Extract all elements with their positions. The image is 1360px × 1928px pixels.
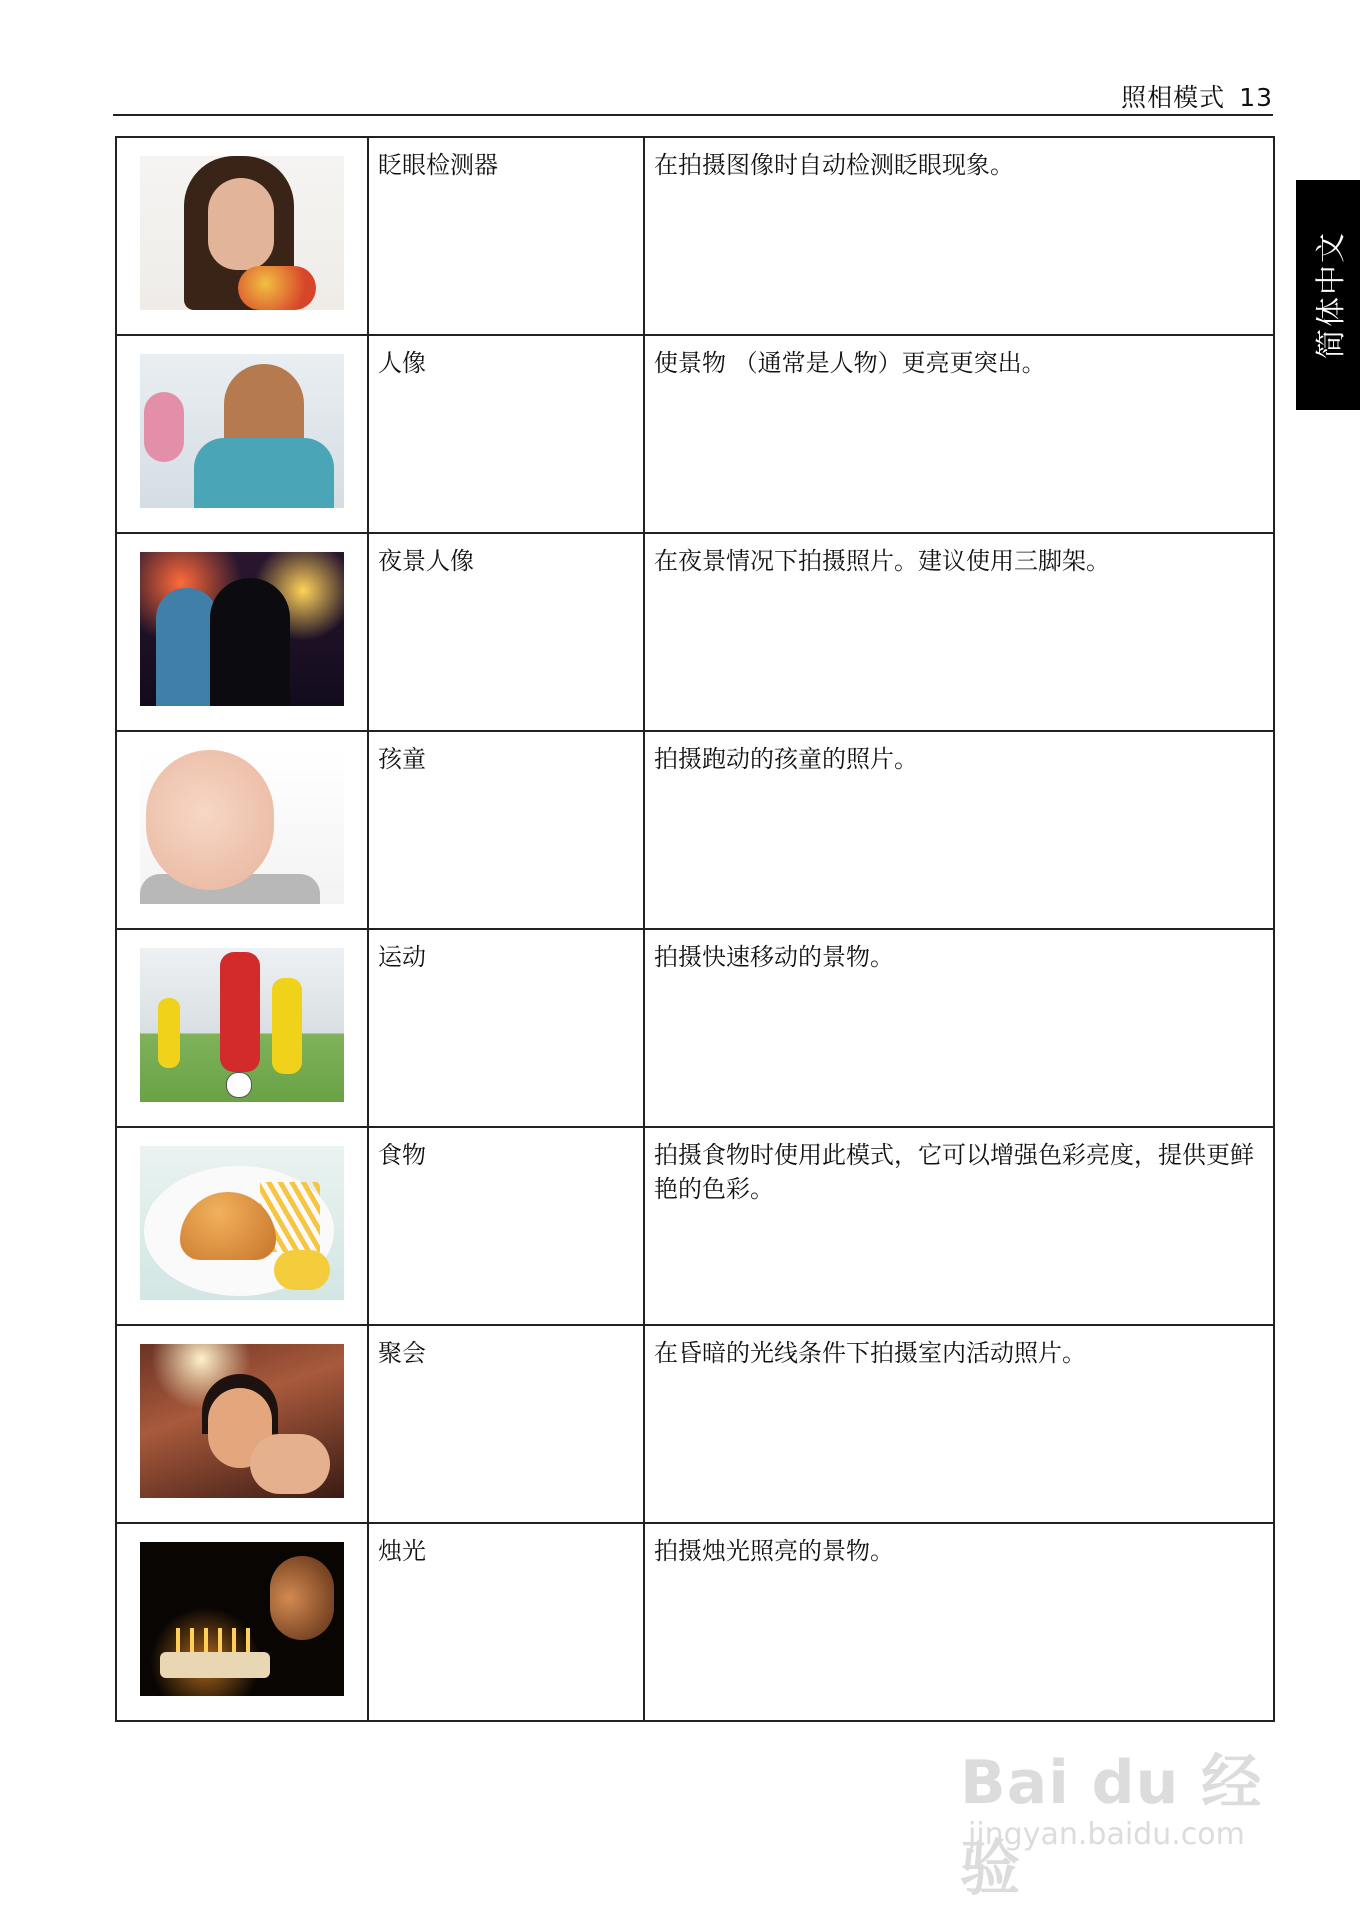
- language-tab-label: 简体中文: [1314, 231, 1349, 359]
- mode-name: 烛光: [368, 1523, 644, 1721]
- table-row: [116, 137, 1274, 335]
- table-row: [116, 335, 1274, 533]
- table-row: [116, 1127, 1274, 1325]
- table-row: [116, 731, 1274, 929]
- watermark-url: jingyan.baidu.com: [968, 1817, 1245, 1852]
- mode-description: 拍摄烛光照亮的景物。: [644, 1523, 1274, 1721]
- mode-description: 在夜景情况下拍摄照片。建议使用三脚架。: [644, 533, 1274, 731]
- table-row: [116, 533, 1274, 731]
- mode-description: 在昏暗的光线条件下拍摄室内活动照片。: [644, 1325, 1274, 1523]
- table-row: [116, 1325, 1274, 1523]
- mode-description: 拍摄跑动的孩童的照片。: [644, 731, 1274, 929]
- mode-name: 食物: [368, 1127, 644, 1325]
- scene-mode-table: [115, 136, 1275, 1722]
- language-tab: [1296, 180, 1360, 410]
- candlelight-photo: [140, 1542, 344, 1696]
- table-row: [116, 929, 1274, 1127]
- mode-name: 运动: [368, 929, 644, 1127]
- mode-name: 聚会: [368, 1325, 644, 1523]
- sport-photo: [140, 948, 344, 1102]
- children-photo: [140, 750, 344, 904]
- mode-name: 孩童: [368, 731, 644, 929]
- header-text: [1121, 78, 1273, 114]
- party-photo: [140, 1344, 344, 1498]
- section-title: 照相模式: [1121, 83, 1226, 112]
- night-portrait-photo: [140, 552, 344, 706]
- food-photo: [140, 1146, 344, 1300]
- watermark-brand: Bai du 经验: [960, 1748, 1263, 1904]
- mode-description: 使景物 （通常是人物）更亮更突出。: [644, 335, 1274, 533]
- mode-description: 拍摄食物时使用此模式，它可以增强色彩亮度，提供更鲜艳的色彩。: [644, 1127, 1274, 1325]
- page-header: [113, 74, 1273, 116]
- mode-name: 人像: [368, 335, 644, 533]
- eye-detector-photo: [140, 156, 344, 310]
- page-number: 13: [1239, 83, 1273, 112]
- mode-name: 夜景人像: [368, 533, 644, 731]
- mode-description: 拍摄快速移动的景物。: [644, 929, 1274, 1127]
- baidu-watermark: [960, 1735, 1280, 1904]
- table-row: [116, 1523, 1274, 1721]
- mode-description: 在拍摄图像时自动检测眨眼现象。: [644, 137, 1274, 335]
- mode-name: 眨眼检测器: [368, 137, 644, 335]
- portrait-photo: [140, 354, 344, 508]
